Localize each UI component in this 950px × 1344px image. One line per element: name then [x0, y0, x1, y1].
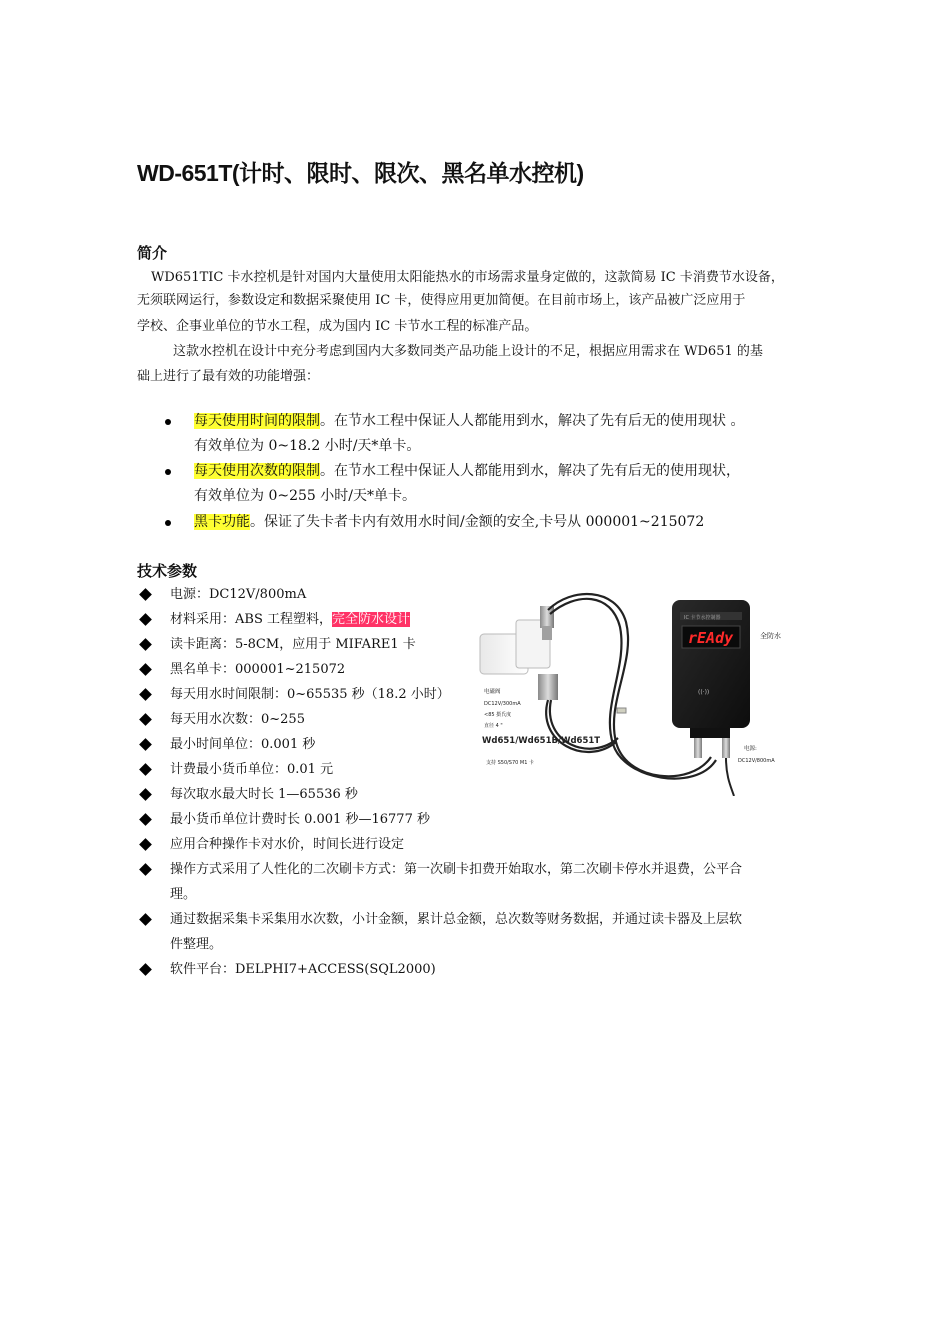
diamond-bullet-icon — [139, 813, 152, 826]
bullet-dot — [165, 419, 171, 425]
diamond-bullet-icon — [139, 613, 152, 626]
diamond-bullet-icon — [139, 913, 152, 926]
card-reader-icon: ((·)) — [698, 689, 710, 696]
solenoid-valve — [480, 606, 558, 700]
diamond-bullet-icon — [139, 963, 152, 976]
label-power-spec: DC12V/800mA — [738, 758, 775, 764]
waterproof-highlight: 完全防水设计 — [331, 612, 410, 627]
intro-heading: 简介 — [137, 244, 168, 262]
feature-text: 。保证了失卡者卡内有效用水时间/金额的安全,卡号从 000001~215072 — [250, 514, 705, 530]
feature-line2: 有效单位为 0~255 小时/天*单卡。 — [194, 488, 416, 504]
label-diameter: 直径 4 " — [484, 723, 503, 729]
bullet-dot — [165, 520, 171, 526]
diamond-bullet-icon — [139, 713, 152, 726]
bullet-dot — [165, 469, 171, 475]
feature-line2: 有效单位为 0~18.2 小时/天*单卡。 — [194, 438, 421, 454]
specs-heading: 技术参数 — [137, 562, 198, 580]
feature-item — [194, 459, 740, 484]
controller-box — [672, 600, 750, 758]
diamond-bullet-icon — [139, 663, 152, 676]
product-illustration — [476, 592, 798, 796]
label-support: 支持 S50/S70 M1 卡 — [486, 760, 535, 766]
intro-line-3: 学校、企事业单位的节水工程，成为国内 IC 卡节水工程的标准产品。 — [137, 319, 538, 334]
device-top-label: IC 卡节水控制器 — [684, 615, 721, 621]
led-display-text: rEAdy — [688, 629, 734, 647]
intro-line-4: 这款水控机在设计中充分考虑到国内大多数同类产品功能上设计的不足，根据应用需求在 WD651 的基 — [173, 344, 763, 359]
diamond-bullet-icon — [139, 863, 152, 876]
label-valve: 电磁阀 — [484, 689, 501, 695]
diamond-bullet-icon — [139, 638, 152, 651]
intro-line-2: 无须联网运行，参数设定和数据采聚使用 IC 卡，使得应用更加简便。在目前市场上，该产品被广泛应用于 — [137, 293, 746, 308]
diamond-bullet-icon — [139, 588, 152, 601]
diamond-bullet-icon — [139, 763, 152, 776]
label-temp: <85 摄氏度 — [484, 712, 512, 718]
cable-tie — [617, 708, 626, 713]
label-waterproof: 全防水 — [760, 632, 781, 640]
diamond-bullet-icon — [139, 738, 152, 751]
page-title: WD-651T(计时、限时、限次、黑名单水控机) — [137, 160, 584, 186]
feature-highlight: 黑卡功能 — [194, 514, 250, 530]
feature-item — [194, 409, 744, 434]
diamond-bullet-icon — [139, 688, 152, 701]
diamond-bullet-icon — [139, 838, 152, 851]
feature-highlight: 每天使用次数的限制 — [194, 463, 320, 479]
feature-text: 。在节水工程中保证人人都能用到水，解决了先有后无的使用现状， — [320, 463, 740, 479]
label-models: Wd651/Wd651B/Wd651T — [482, 736, 601, 746]
product-photo — [476, 592, 798, 796]
feature-item — [194, 510, 704, 535]
diamond-bullet-icon — [139, 788, 152, 801]
feature-text: 。在节水工程中保证人人都能用到水，解决了先有后无的使用现状 。 — [320, 413, 745, 429]
intro-line-5: 础上进行了最有效的功能增强： — [137, 369, 320, 384]
feature-highlight: 每天使用时间的限制 — [194, 413, 320, 429]
label-power: 电源: — [744, 746, 757, 752]
intro-line-1: WD651TIC 卡水控机是针对国内大量使用太阳能热水的市场需求量身定做的，这款简易 IC 卡消费节水设备， — [151, 270, 784, 285]
label-valve-spec: DC12V/300mA — [484, 701, 521, 707]
